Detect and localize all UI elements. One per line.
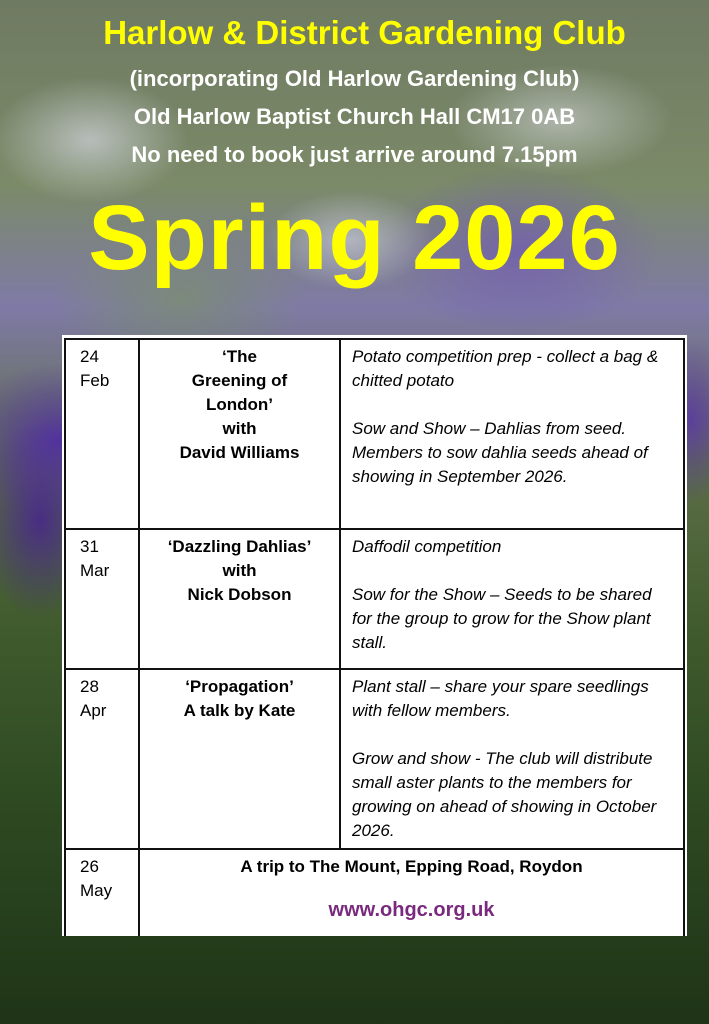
event-note: Daffodil competition: [352, 537, 502, 556]
talk-line: ‘Dazzling Dahlias’: [167, 537, 312, 556]
event-date: [65, 849, 139, 936]
club-subtitle: (incorporating Old Harlow Gardening Club): [129, 66, 580, 91]
event-day: 28: [80, 677, 99, 696]
event-note: Plant stall – share your spare seedlings with fellow members.: [352, 677, 649, 720]
table-row: [65, 529, 684, 669]
arrival-note: No need to book just arrive around 7.15pm: [131, 142, 578, 167]
event-note: Grow and show - The club will distribute small aster plants to the members for growing on ahead of showing in October 2026.: [352, 749, 657, 840]
venue-address: Old Harlow Baptist Church Hall CM17 0AB: [133, 104, 576, 129]
talk-line: A talk by Kate: [183, 701, 296, 720]
talk-line: ‘Propagation’: [185, 677, 294, 696]
season-heading: Spring 2026: [88, 187, 621, 289]
event-talk: [139, 529, 340, 669]
event-day: 31: [80, 537, 99, 556]
event-note: Sow for the Show – Seeds to be shared for the group to grow for the Show plant stall.: [352, 585, 652, 652]
event-talk: [139, 339, 340, 529]
event-date: [65, 529, 139, 669]
event-day: 24: [80, 347, 99, 366]
event-month: Apr: [80, 701, 107, 720]
talk-line: ‘The: [222, 347, 257, 366]
table-row: [65, 669, 684, 849]
talk-line: with: [222, 419, 257, 438]
event-month: May: [80, 881, 113, 900]
event-note: Potato competition prep - collect a bag & chitted potato: [352, 347, 659, 390]
talk-line: with: [222, 561, 257, 580]
event-date: [65, 339, 139, 529]
talk-line: Greening of: [191, 371, 288, 390]
event-date: [65, 669, 139, 849]
table-row: [65, 849, 684, 936]
event-trip: [139, 849, 684, 936]
event-note: Sow and Show – Dahlias from seed. Members to sow dahlia seeds ahead of showing in September 2026.: [352, 419, 648, 486]
event-notes: [340, 339, 684, 529]
talk-line: London’: [205, 395, 274, 414]
table-row: [65, 339, 684, 529]
event-month: Mar: [80, 561, 110, 580]
event-talk: [139, 669, 340, 849]
programme-table: [64, 338, 685, 936]
club-title: Harlow & District Gardening Club: [103, 14, 626, 51]
trip-description: A trip to The Mount, Epping Road, Roydon: [240, 857, 583, 876]
website-link[interactable]: www.ohgc.org.uk: [328, 899, 495, 921]
programme-table-panel: [62, 335, 687, 936]
event-day: 26: [80, 857, 99, 876]
event-notes: [340, 669, 684, 849]
talk-line: Nick Dobson: [187, 585, 292, 604]
event-month: Feb: [80, 371, 110, 390]
event-notes: [340, 529, 684, 669]
talk-line: David Williams: [179, 443, 300, 462]
